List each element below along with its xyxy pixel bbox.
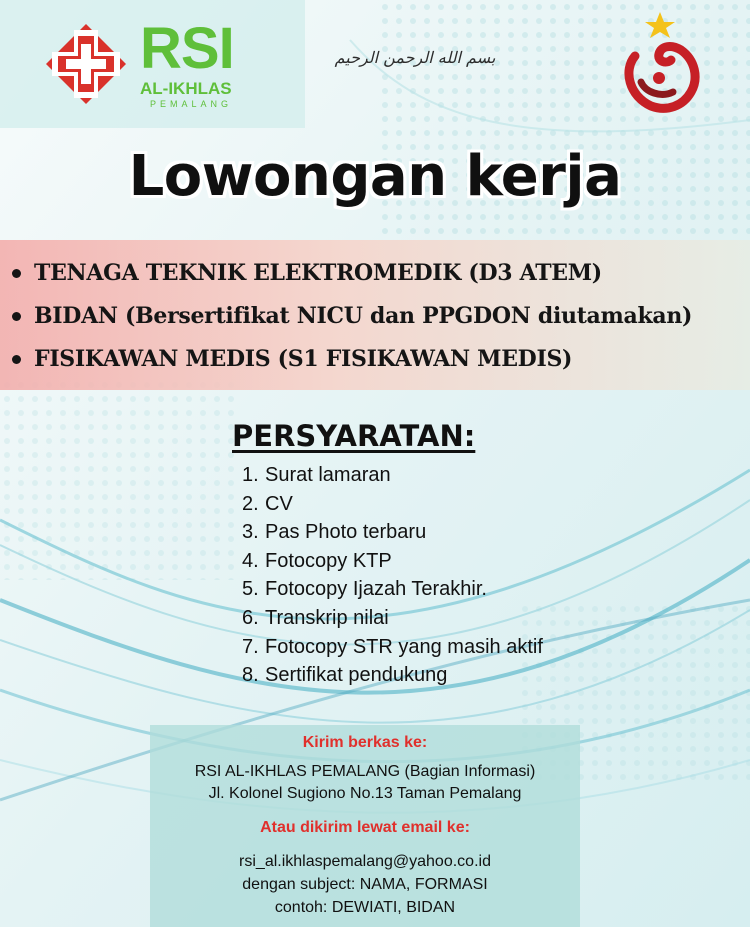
list-item: [242, 490, 543, 519]
item-text: Sertifikat pendukung: [265, 664, 448, 687]
position-label: BIDAN (Bersertifikat NICU dan PPGDON diutamakan): [34, 303, 693, 329]
contact-box: [150, 725, 580, 927]
requirements-title: PERSYARATAN:: [232, 419, 476, 453]
email-heading: Atau dikirim lewat email ke:: [260, 819, 470, 836]
list-item: [242, 633, 543, 662]
item-number: 2.: [242, 492, 259, 515]
bismillah-calligraphy: بسم الله الرحمن الرحيم: [334, 48, 496, 67]
list-item: [10, 338, 692, 381]
item-number: 7.: [242, 635, 259, 658]
requirements-list: [242, 461, 543, 690]
page-title: Lowongan kerja: [128, 144, 622, 209]
position-label: FISIKAWAN MEDIS (S1 FISIKAWAN MEDIS): [34, 346, 573, 372]
item-number: 5.: [242, 578, 259, 601]
subject-line: dengan subject: NAMA, FORMASI: [242, 876, 488, 893]
example-line: contoh: DEWIATI, BIDAN: [274, 899, 456, 916]
item-text: CV: [265, 492, 293, 515]
emblem-icon: [615, 8, 701, 118]
address-line-1: RSI AL-IKHLAS PEMALANG (Bagian Informasi): [194, 763, 536, 780]
list-item: [10, 252, 692, 295]
item-number: 3.: [242, 521, 259, 544]
item-number: 4.: [242, 549, 259, 572]
item-number: 8.: [242, 664, 259, 687]
item-text: Fotocopy Ijazah Terakhir.: [265, 578, 487, 601]
address-line-2: Jl. Kolonel Sugiono No.13 Taman Pemalang: [208, 785, 522, 802]
bullet-icon: [12, 269, 21, 278]
bullet-icon: [12, 355, 21, 364]
logo-rsi-text: RSI: [140, 16, 234, 81]
item-text: Fotocopy STR yang masih aktif: [265, 635, 543, 658]
item-text: Fotocopy KTP: [265, 549, 392, 572]
list-item: [242, 661, 543, 690]
logo-city-text: PEMALANG: [150, 99, 233, 109]
item-text: Pas Photo terbaru: [265, 521, 427, 544]
list-item: [242, 547, 543, 576]
item-number: 1.: [242, 464, 259, 486]
list-item: [10, 295, 692, 338]
email-address[interactable]: rsi_al.ikhlaspemalang@yahoo.co.id: [239, 853, 491, 870]
list-item: [242, 604, 543, 633]
list-item: [242, 575, 543, 604]
position-list: [10, 252, 692, 381]
list-item: [242, 518, 543, 547]
item-number: 6.: [242, 606, 259, 629]
list-item: [242, 461, 543, 490]
bullet-icon: [12, 312, 21, 321]
item-text: Transkrip nilai: [265, 606, 389, 629]
position-label: TENAGA TEKNIK ELEKTROMEDIK (D3 ATEM): [34, 260, 602, 286]
send-heading: Kirim berkas ke:: [302, 734, 428, 751]
cross-icon: [44, 22, 128, 106]
logo-alikhlas-text: AL-IKHLAS: [140, 79, 232, 98]
item-text: Surat lamaran: [265, 464, 391, 486]
